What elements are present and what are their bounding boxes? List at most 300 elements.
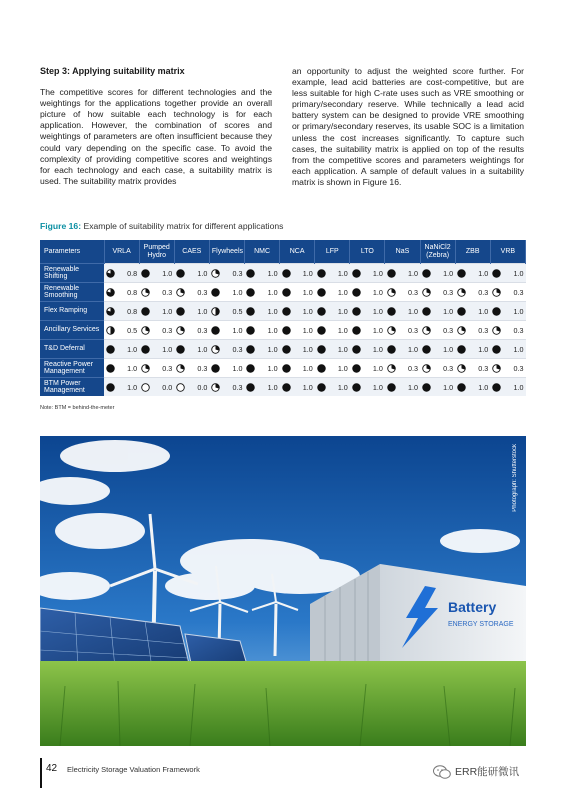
suitability-cell bbox=[350, 359, 385, 378]
harvey-ball-icon bbox=[246, 326, 255, 335]
harvey-ball-icon bbox=[492, 345, 501, 354]
suitability-cell bbox=[139, 378, 174, 397]
header-technology: VRB bbox=[490, 240, 525, 264]
suitability-cell bbox=[104, 340, 139, 359]
figure-caption bbox=[40, 221, 283, 231]
suitability-cell bbox=[350, 283, 385, 302]
suitability-value: 1.0 bbox=[162, 344, 173, 354]
suitability-cell bbox=[244, 378, 279, 397]
suitability-value: 0.3 bbox=[162, 287, 173, 297]
suitability-cell bbox=[244, 359, 279, 378]
suitability-value: 0.3 bbox=[408, 287, 419, 297]
suitability-value: 0.3 bbox=[162, 363, 173, 373]
harvey-ball-icon bbox=[176, 383, 185, 392]
harvey-ball-icon bbox=[106, 345, 115, 354]
suitability-value: 0.0 bbox=[197, 382, 208, 392]
body-paragraph-right: an opportunity to adjust the weighted score further. For example, lead acid batteries are cost-competitive, but are less suitable for high C-rate uses such as VRE smoothing or primary/secondary reserve. While technically a lead acid battery system can be designed to provide VRE smoothing or primary/secondary reserves, its usable SOC is a limitation unless the cost increases significantly. To capture such cases, the suitability matrix is applied on top of the results from the competitive scores and parameters weightings for each application. A sample of default values in a suitability matrix is shown in Figure 16. bbox=[292, 66, 524, 187]
suitability-cell bbox=[490, 359, 525, 378]
suitability-value: 0.3 bbox=[478, 363, 489, 373]
harvey-ball-icon bbox=[457, 364, 466, 373]
suitability-cell bbox=[420, 359, 455, 378]
suitability-cell bbox=[385, 340, 420, 359]
suitability-cell bbox=[139, 340, 174, 359]
harvey-ball-icon bbox=[141, 288, 150, 297]
suitability-cell bbox=[174, 264, 209, 283]
suitability-cell bbox=[315, 359, 350, 378]
suitability-value: 1.0 bbox=[337, 382, 348, 392]
suitability-value: 1.0 bbox=[443, 268, 454, 278]
suitability-cell bbox=[280, 283, 315, 302]
suitability-value: 0.3 bbox=[232, 268, 243, 278]
suitability-cell bbox=[350, 321, 385, 340]
figure-title: Example of suitability matrix for different applications bbox=[81, 221, 284, 231]
suitability-cell bbox=[385, 321, 420, 340]
header-technology: ZBB bbox=[455, 240, 490, 264]
suitability-value: 1.0 bbox=[267, 325, 278, 335]
suitability-cell bbox=[385, 264, 420, 283]
harvey-ball-icon bbox=[141, 383, 150, 392]
suitability-cell bbox=[139, 264, 174, 283]
harvey-ball-icon bbox=[141, 364, 150, 373]
suitability-value: 1.0 bbox=[232, 287, 243, 297]
suitability-cell bbox=[104, 378, 139, 397]
suitability-value: 1.0 bbox=[232, 325, 243, 335]
harvey-ball-icon bbox=[211, 269, 220, 278]
suitability-value: 1.0 bbox=[337, 325, 348, 335]
body-paragraph-left: The competitive scores for different technologies and the weightings for the applications together provide an overall picture of how suitable each technology is for each application. However, the combination of scores and weightings of parameters are often insufficient because they could vary depending on the specific case. To avoid the complexity of providing competitive scores and weightings for each technology and each case, a suitability matrix is used. The suitability matrix provides bbox=[40, 87, 272, 186]
suitability-value: 1.0 bbox=[372, 382, 383, 392]
harvey-ball-icon bbox=[141, 326, 150, 335]
harvey-ball-icon bbox=[387, 288, 396, 297]
header-technology: LFP bbox=[315, 240, 350, 264]
suitability-value: 0.3 bbox=[513, 325, 524, 335]
suitability-cell bbox=[420, 340, 455, 359]
suitability-cell bbox=[174, 340, 209, 359]
harvey-ball-icon bbox=[422, 383, 431, 392]
suitability-cell bbox=[385, 302, 420, 321]
suitability-cell bbox=[139, 283, 174, 302]
table-row bbox=[40, 340, 526, 359]
suitability-cell bbox=[350, 340, 385, 359]
suitability-cell bbox=[315, 378, 350, 397]
harvey-ball-icon bbox=[176, 364, 185, 373]
row-parameter-name: Renewable Shifting bbox=[40, 264, 104, 283]
table-body bbox=[40, 264, 526, 397]
harvey-ball-icon bbox=[387, 269, 396, 278]
table-row bbox=[40, 378, 526, 397]
suitability-value: 1.0 bbox=[513, 268, 524, 278]
harvey-ball-icon bbox=[422, 269, 431, 278]
suitability-value: 1.0 bbox=[408, 306, 419, 316]
harvey-ball-icon bbox=[352, 326, 361, 335]
harvey-ball-icon bbox=[141, 307, 150, 316]
suitability-cell bbox=[209, 302, 244, 321]
suitability-value: 0.0 bbox=[162, 382, 173, 392]
suitability-value: 1.0 bbox=[267, 306, 278, 316]
suitability-value: 1.0 bbox=[267, 344, 278, 354]
suitability-cell bbox=[280, 264, 315, 283]
harvey-ball-icon bbox=[282, 326, 291, 335]
suitability-cell bbox=[280, 359, 315, 378]
suitability-cell bbox=[420, 378, 455, 397]
harvey-ball-icon bbox=[282, 383, 291, 392]
suitability-value: 1.0 bbox=[372, 287, 383, 297]
page-number: 42 bbox=[46, 763, 58, 774]
harvey-ball-icon bbox=[422, 307, 431, 316]
suitability-value: 1.0 bbox=[372, 306, 383, 316]
harvey-ball-icon bbox=[176, 288, 185, 297]
suitability-value: 1.0 bbox=[408, 382, 419, 392]
suitability-cell bbox=[455, 378, 490, 397]
harvey-ball-icon bbox=[492, 269, 501, 278]
suitability-cell bbox=[350, 378, 385, 397]
header-technology: LTO bbox=[350, 240, 385, 264]
harvey-ball-icon bbox=[422, 345, 431, 354]
harvey-ball-icon bbox=[141, 345, 150, 354]
harvey-ball-icon bbox=[317, 345, 326, 354]
suitability-value: 0.3 bbox=[443, 363, 454, 373]
header-parameters: Parameters bbox=[40, 240, 104, 264]
harvey-ball-icon bbox=[492, 326, 501, 335]
suitability-cell bbox=[209, 321, 244, 340]
suitability-value: 0.3 bbox=[408, 325, 419, 335]
suitability-cell bbox=[385, 283, 420, 302]
harvey-ball-icon bbox=[211, 364, 220, 373]
suitability-cell bbox=[209, 340, 244, 359]
suitability-value: 1.0 bbox=[478, 382, 489, 392]
harvey-ball-icon bbox=[106, 364, 115, 373]
suitability-cell bbox=[455, 321, 490, 340]
table-row bbox=[40, 321, 526, 340]
harvey-ball-icon bbox=[211, 307, 220, 316]
container-subtitle: ENERGY STORAGE bbox=[448, 621, 514, 628]
suitability-cell bbox=[244, 321, 279, 340]
harvey-ball-icon bbox=[106, 269, 115, 278]
suitability-cell bbox=[455, 302, 490, 321]
harvey-ball-icon bbox=[106, 383, 115, 392]
harvey-ball-icon bbox=[352, 307, 361, 316]
suitability-value: 1.0 bbox=[162, 306, 173, 316]
suitability-cell bbox=[280, 302, 315, 321]
suitability-value: 1.0 bbox=[478, 306, 489, 316]
harvey-ball-icon bbox=[282, 307, 291, 316]
harvey-ball-icon bbox=[246, 288, 255, 297]
harvey-ball-icon bbox=[141, 269, 150, 278]
suitability-value: 1.0 bbox=[478, 344, 489, 354]
suitability-value: 1.0 bbox=[337, 344, 348, 354]
suitability-cell bbox=[420, 321, 455, 340]
harvey-ball-icon bbox=[282, 345, 291, 354]
suitability-cell bbox=[490, 283, 525, 302]
suitability-value: 1.0 bbox=[478, 268, 489, 278]
suitability-value: 1.0 bbox=[443, 306, 454, 316]
suitability-value: 1.0 bbox=[302, 325, 313, 335]
suitability-value: 1.0 bbox=[197, 268, 208, 278]
suitability-value: 1.0 bbox=[513, 306, 524, 316]
harvey-ball-icon bbox=[352, 269, 361, 278]
harvey-ball-icon bbox=[106, 326, 115, 335]
suitability-value: 1.0 bbox=[302, 363, 313, 373]
suitability-cell bbox=[385, 378, 420, 397]
harvey-ball-icon bbox=[282, 269, 291, 278]
suitability-value: 0.3 bbox=[197, 363, 208, 373]
suitability-cell bbox=[244, 264, 279, 283]
suitability-cell bbox=[455, 283, 490, 302]
suitability-value: 0.3 bbox=[443, 287, 454, 297]
suitability-value: 1.0 bbox=[267, 287, 278, 297]
table-row bbox=[40, 359, 526, 378]
harvey-ball-icon bbox=[457, 307, 466, 316]
harvey-ball-icon bbox=[246, 345, 255, 354]
suitability-value: 0.3 bbox=[478, 287, 489, 297]
harvey-ball-icon bbox=[176, 269, 185, 278]
suitability-cell bbox=[455, 264, 490, 283]
suitability-value: 0.3 bbox=[513, 287, 524, 297]
harvey-ball-icon bbox=[176, 307, 185, 316]
suitability-cell bbox=[315, 264, 350, 283]
suitability-cell bbox=[174, 283, 209, 302]
suitability-cell bbox=[280, 340, 315, 359]
row-parameter-name: Ancillary Services bbox=[40, 321, 104, 340]
suitability-cell bbox=[244, 302, 279, 321]
harvey-ball-icon bbox=[282, 364, 291, 373]
row-parameter-name: Renewable Smoothing bbox=[40, 283, 104, 302]
suitability-cell bbox=[315, 283, 350, 302]
suitability-value: 1.0 bbox=[267, 382, 278, 392]
suitability-value: 1.0 bbox=[372, 325, 383, 335]
suitability-matrix-table bbox=[40, 240, 526, 396]
suitability-value: 0.3 bbox=[513, 363, 524, 373]
suitability-value: 1.0 bbox=[302, 287, 313, 297]
suitability-value: 1.0 bbox=[267, 268, 278, 278]
harvey-ball-icon bbox=[387, 326, 396, 335]
suitability-value: 0.8 bbox=[127, 306, 138, 316]
harvey-ball-icon bbox=[422, 364, 431, 373]
harvey-ball-icon bbox=[457, 345, 466, 354]
suitability-cell bbox=[209, 283, 244, 302]
harvey-ball-icon bbox=[211, 288, 220, 297]
suitability-value: 1.0 bbox=[443, 382, 454, 392]
suitability-cell bbox=[209, 378, 244, 397]
suitability-cell bbox=[174, 302, 209, 321]
suitability-value: 0.3 bbox=[478, 325, 489, 335]
watermark-text: ERR能研微讯 bbox=[455, 766, 520, 778]
harvey-ball-icon bbox=[246, 364, 255, 373]
suitability-cell bbox=[350, 302, 385, 321]
suitability-value: 1.0 bbox=[337, 363, 348, 373]
table-note: Note: BTM = behind-the-meter bbox=[40, 405, 115, 411]
suitability-cell bbox=[490, 264, 525, 283]
suitability-cell bbox=[385, 359, 420, 378]
harvey-ball-icon bbox=[106, 288, 115, 297]
harvey-ball-icon bbox=[387, 345, 396, 354]
suitability-cell bbox=[139, 321, 174, 340]
photo-credit: Photograph: Shutterstock bbox=[512, 444, 518, 512]
harvey-ball-icon bbox=[176, 345, 185, 354]
suitability-cell bbox=[455, 340, 490, 359]
row-parameter-name: Flex Ramping bbox=[40, 302, 104, 321]
suitability-value: 1.0 bbox=[162, 268, 173, 278]
harvey-ball-icon bbox=[317, 383, 326, 392]
suitability-value: 1.0 bbox=[127, 344, 138, 354]
suitability-cell bbox=[280, 378, 315, 397]
suitability-value: 1.0 bbox=[302, 344, 313, 354]
section-heading: Step 3: Applying suitability matrix bbox=[40, 66, 185, 76]
row-parameter-name: BTM Power Management bbox=[40, 378, 104, 397]
harvey-ball-icon bbox=[282, 288, 291, 297]
suitability-value: 1.0 bbox=[127, 363, 138, 373]
left-column bbox=[40, 66, 272, 187]
table-header-row bbox=[40, 240, 526, 264]
suitability-value: 1.0 bbox=[372, 268, 383, 278]
suitability-value: 0.3 bbox=[197, 287, 208, 297]
suitability-cell bbox=[174, 321, 209, 340]
harvey-ball-icon bbox=[422, 326, 431, 335]
harvey-ball-icon bbox=[352, 288, 361, 297]
harvey-ball-icon bbox=[317, 364, 326, 373]
harvey-ball-icon bbox=[492, 307, 501, 316]
header-technology: VRLA bbox=[104, 240, 139, 264]
suitability-value: 0.5 bbox=[232, 306, 243, 316]
suitability-value: 1.0 bbox=[372, 344, 383, 354]
suitability-value: 1.0 bbox=[513, 382, 524, 392]
suitability-cell bbox=[490, 378, 525, 397]
footer-rule bbox=[40, 758, 42, 788]
suitability-cell bbox=[104, 321, 139, 340]
suitability-cell bbox=[315, 302, 350, 321]
suitability-cell bbox=[174, 359, 209, 378]
harvey-ball-icon bbox=[106, 307, 115, 316]
suitability-value: 1.0 bbox=[372, 363, 383, 373]
suitability-value: 1.0 bbox=[302, 268, 313, 278]
suitability-value: 1.0 bbox=[302, 306, 313, 316]
suitability-cell bbox=[490, 302, 525, 321]
harvey-ball-icon bbox=[246, 269, 255, 278]
suitability-value: 1.0 bbox=[232, 363, 243, 373]
suitability-cell bbox=[244, 340, 279, 359]
suitability-cell bbox=[420, 264, 455, 283]
suitability-cell bbox=[350, 264, 385, 283]
harvey-ball-icon bbox=[317, 307, 326, 316]
suitability-cell bbox=[104, 359, 139, 378]
suitability-value: 0.3 bbox=[408, 363, 419, 373]
suitability-cell bbox=[104, 302, 139, 321]
harvey-ball-icon bbox=[317, 326, 326, 335]
suitability-value: 1.0 bbox=[408, 344, 419, 354]
harvey-ball-icon bbox=[317, 269, 326, 278]
header-technology: NaS bbox=[385, 240, 420, 264]
harvey-ball-icon bbox=[352, 345, 361, 354]
suitability-cell bbox=[139, 302, 174, 321]
container-title: Battery bbox=[448, 599, 497, 615]
suitability-cell bbox=[209, 359, 244, 378]
suitability-cell bbox=[244, 283, 279, 302]
harvey-ball-icon bbox=[246, 383, 255, 392]
harvey-ball-icon bbox=[457, 383, 466, 392]
suitability-value: 1.0 bbox=[337, 287, 348, 297]
suitability-value: 1.0 bbox=[197, 344, 208, 354]
harvey-ball-icon bbox=[492, 288, 501, 297]
suitability-cell bbox=[490, 321, 525, 340]
suitability-value: 0.8 bbox=[127, 268, 138, 278]
harvey-ball-icon bbox=[387, 307, 396, 316]
suitability-cell bbox=[104, 283, 139, 302]
suitability-cell bbox=[139, 359, 174, 378]
row-parameter-name: T&D Deferral bbox=[40, 340, 104, 359]
suitability-value: 0.3 bbox=[162, 325, 173, 335]
suitability-cell bbox=[420, 283, 455, 302]
harvey-ball-icon bbox=[387, 383, 396, 392]
suitability-value: 1.0 bbox=[408, 268, 419, 278]
wechat-icon bbox=[433, 765, 451, 779]
suitability-cell bbox=[315, 340, 350, 359]
suitability-cell bbox=[280, 321, 315, 340]
figure-label: Figure 16: bbox=[40, 221, 82, 231]
photo-illustration bbox=[40, 436, 526, 746]
grass bbox=[40, 661, 526, 746]
suitability-value: 0.3 bbox=[443, 325, 454, 335]
harvey-ball-icon bbox=[211, 326, 220, 335]
harvey-ball-icon bbox=[352, 383, 361, 392]
right-column bbox=[292, 66, 524, 188]
table-row bbox=[40, 302, 526, 321]
suitability-value: 1.0 bbox=[513, 344, 524, 354]
battery-storage-photo bbox=[40, 436, 526, 746]
harvey-ball-icon bbox=[457, 288, 466, 297]
suitability-cell bbox=[455, 359, 490, 378]
table-row bbox=[40, 283, 526, 302]
harvey-ball-icon bbox=[492, 364, 501, 373]
harvey-ball-icon bbox=[246, 307, 255, 316]
header-technology: Flywheels bbox=[209, 240, 244, 264]
harvey-ball-icon bbox=[492, 383, 501, 392]
table-row bbox=[40, 264, 526, 283]
harvey-ball-icon bbox=[457, 326, 466, 335]
header-technology: CAES bbox=[174, 240, 209, 264]
header-technology: NaNiCl2 (Zebra) bbox=[420, 240, 455, 264]
footer-title: Electricity Storage Valuation Framework bbox=[67, 765, 200, 774]
header-technology: Pumped Hydro bbox=[139, 240, 174, 264]
wechat-watermark bbox=[433, 764, 519, 779]
harvey-ball-icon bbox=[176, 326, 185, 335]
suitability-value: 0.5 bbox=[127, 325, 138, 335]
suitability-value: 0.8 bbox=[127, 287, 138, 297]
harvey-ball-icon bbox=[317, 288, 326, 297]
harvey-ball-icon bbox=[211, 345, 220, 354]
harvey-ball-icon bbox=[211, 383, 220, 392]
suitability-cell bbox=[174, 378, 209, 397]
suitability-value: 1.0 bbox=[302, 382, 313, 392]
suitability-value: 1.0 bbox=[267, 363, 278, 373]
header-technology: NMC bbox=[244, 240, 279, 264]
suitability-value: 1.0 bbox=[337, 268, 348, 278]
suitability-value: 0.3 bbox=[232, 382, 243, 392]
suitability-cell bbox=[104, 264, 139, 283]
suitability-cell bbox=[315, 321, 350, 340]
header-technology: NCA bbox=[280, 240, 315, 264]
suitability-cell bbox=[420, 302, 455, 321]
harvey-ball-icon bbox=[387, 364, 396, 373]
suitability-value: 1.0 bbox=[337, 306, 348, 316]
harvey-ball-icon bbox=[457, 269, 466, 278]
suitability-value: 1.0 bbox=[197, 306, 208, 316]
harvey-ball-icon bbox=[352, 364, 361, 373]
suitability-value: 0.3 bbox=[232, 344, 243, 354]
row-parameter-name: Reactive Power Management bbox=[40, 359, 104, 378]
suitability-cell bbox=[490, 340, 525, 359]
suitability-value: 1.0 bbox=[443, 344, 454, 354]
suitability-value: 1.0 bbox=[127, 382, 138, 392]
